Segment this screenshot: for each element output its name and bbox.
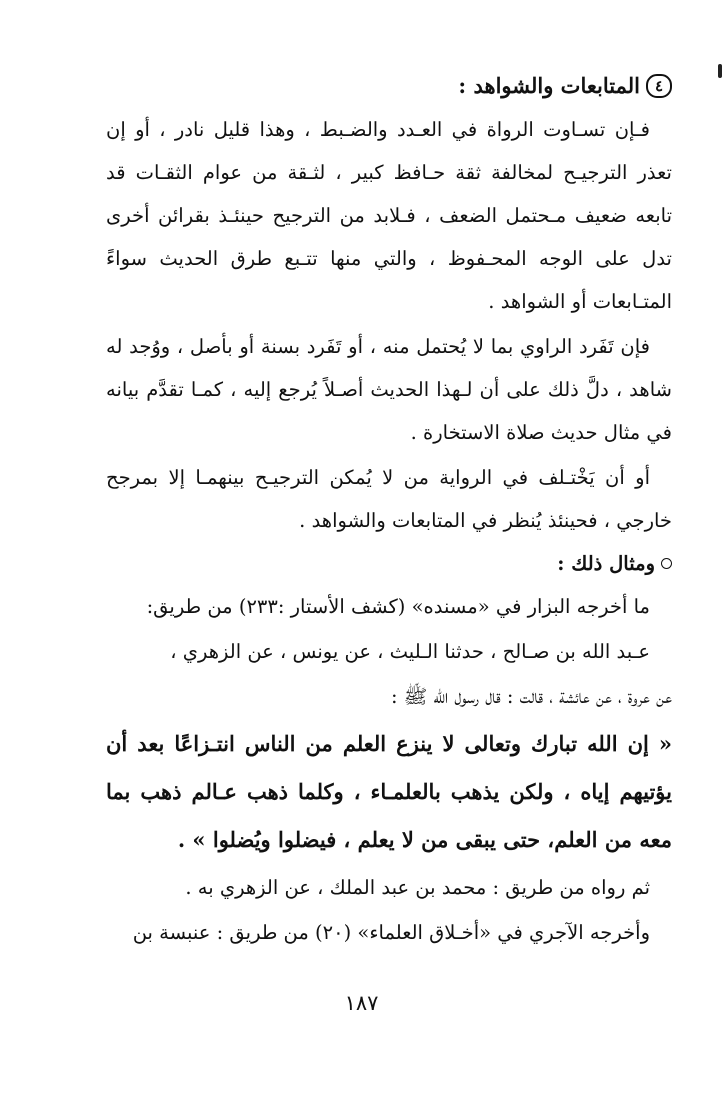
margin-mark — [718, 64, 722, 78]
closing-line-2: وأخرجه الآجري في «أخـلاق العلماء» (٢٠) من طريق : عنبسة بن — [132, 921, 650, 944]
paragraph-2: فإن تَفَرد الراوي بما لا يُحتمل منه ، أو تَفَرد بسنة أو بأصل ، ووُجد له شاهد ، دلَّ ذلك على أن لـهذا الحديث أصـلاً يُرجع إليه ، كمـا تقدَّم بيانه في مثال حديث صلاة الاستخارة . — [106, 335, 672, 444]
example-line-3: عن عروة ، عن عائشة ، قالت : قال رسول الله ﷺ : — [391, 685, 672, 708]
page-number: ١٨٧ — [344, 991, 379, 1015]
text-block — [106, 66, 672, 954]
hadith-text: « إن الله تبارك وتعالى لا ينزع العلم من الناس انتـزاعًا بعد أن يؤتيهم إياه ، ولكن يذهب بالعلمـاء ، وكلما ذهب عـالم ذهب بما معه من العلم، حتى يبقى من لا يعلم ، فيضلوا ويُضلوا » . — [106, 731, 672, 852]
section-title: المتابعات والشواهد : — [458, 73, 640, 98]
section-number-badge: ٤ — [646, 74, 672, 98]
example-line-1: ما أخرجه البزار في «مسنده» (كشف الأستار :٢٣٣) من طريق: — [146, 595, 650, 618]
example-heading — [106, 542, 672, 585]
closing-line-1: ثم رواه من طريق : محمد بن عبد الملك ، عن الزهري به . — [185, 876, 650, 899]
circle-bullet-icon — [661, 558, 672, 569]
paragraph-3: أو أن يَخْتـلف في الرواية من لا يُمكن الترجيـح بينهمـا إلا بمرجح خارجي ، فحينئذ يُنظر في المتابعات والشواهد . — [106, 466, 672, 532]
example-line-2: عـبد الله بن صـالح ، حدثنا الـليث ، عن يونس ، عن الزهري ، — [170, 640, 650, 663]
example-heading-text: ومثال ذلك : — [557, 552, 655, 575]
section-heading — [106, 66, 672, 106]
paragraph-1: فـإن تسـاوت الرواة في العـدد والضـبط ، وهذا قليل نادر ، أو إن تعذر الترجيـح لمخالفة ثقة حـافظ كبير ، لثـقة من عوام الثقـات قد تابعه ضعيف مـحتمل الضعف ، فـلابد من الترجيح حينئـذ بقرائن أخرى تدل على الوجه المحـفوظ ، والتي منها تتـبع طرق الحديث سواءً المتـابعات أو الشواهد . — [106, 118, 672, 313]
